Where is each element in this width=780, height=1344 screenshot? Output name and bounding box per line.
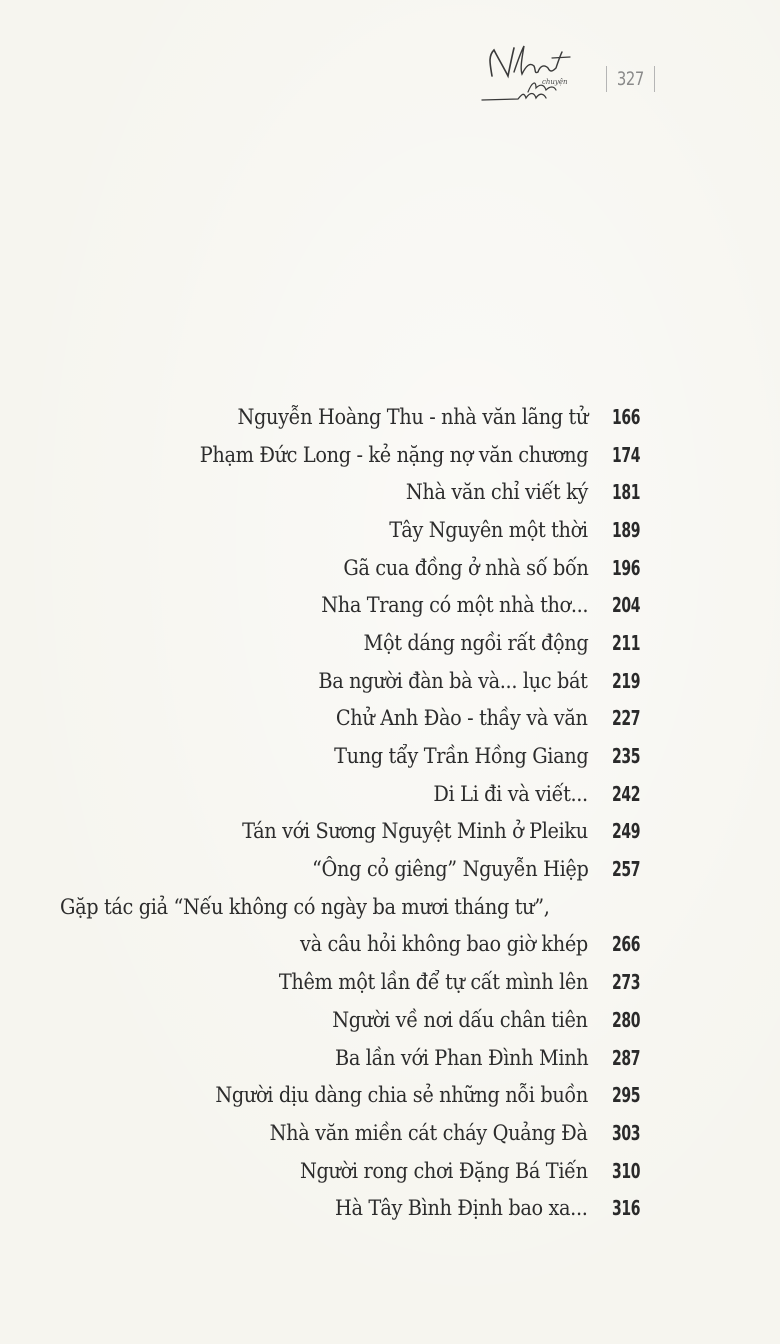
- toc-entry-title: Một dáng ngồi rất động: [363, 630, 588, 655]
- toc-entry-title: Nhà văn chỉ viết ký: [405, 480, 588, 505]
- divider-left: [606, 66, 607, 92]
- toc-entry-page: 257: [612, 857, 641, 882]
- page-number: 327: [616, 68, 644, 90]
- toc-entry: [60, 700, 680, 738]
- toc-entry-page: 174: [612, 442, 641, 467]
- toc-entry: [60, 813, 680, 851]
- toc-entry-title: Tây Nguyên một thời: [389, 517, 588, 542]
- toc-entry-page: 242: [612, 781, 641, 806]
- toc-entry-page: 227: [612, 706, 641, 731]
- toc-entry-page: 211: [612, 630, 641, 655]
- toc-entry-title: Ba người đàn bà và... lục bát: [318, 668, 588, 693]
- toc-entry-title: Chử Anh Đào - thầy và văn: [336, 706, 588, 731]
- toc-entry: [60, 436, 680, 474]
- toc-entry-page: 273: [612, 970, 641, 995]
- toc-entry-continued: [60, 888, 680, 926]
- toc-entry: [60, 926, 680, 964]
- toc-entry-title: “Ông cỏ giêng” Nguyễn Hiệp: [311, 857, 588, 882]
- toc-entry-page: 181: [612, 480, 641, 505]
- toc-entry-page: 189: [612, 517, 641, 542]
- toc-entry: [60, 662, 680, 700]
- toc-entry: [60, 775, 680, 813]
- toc-entry-title: Di Li đi và viết...: [433, 781, 588, 806]
- toc-entry-page: 249: [612, 819, 641, 844]
- toc-entry-title: Người rong chơi Đặng Bá Tiến: [300, 1158, 588, 1183]
- toc-entry-title: Nguyễn Hoàng Thu - nhà văn lãng tử: [237, 404, 588, 429]
- toc-entry: [60, 586, 680, 624]
- toc-entry-page: 303: [612, 1120, 641, 1145]
- toc-entry: [60, 511, 680, 549]
- toc-entry-page: 235: [612, 744, 641, 769]
- toc-entry: [60, 624, 680, 662]
- toc-entry: [60, 549, 680, 587]
- toc-entry-title: Gã cua đồng ở nhà số bốn: [342, 555, 588, 580]
- toc-entry-title: Tung tẩy Trần Hồng Giang: [333, 744, 588, 769]
- toc-entry: [60, 1114, 680, 1152]
- toc-entry-title: Thêm một lần để tự cất mình lên: [278, 970, 588, 995]
- toc-entry-title: và câu hỏi không bao giờ khép: [300, 932, 588, 957]
- toc-entry: [60, 1001, 680, 1039]
- toc-entry-title: Phạm Đức Long - kẻ nặng nợ văn chương: [199, 442, 588, 467]
- table-of-contents: [60, 398, 680, 1227]
- toc-entry-title: Người về nơi dấu chân tiên: [332, 1007, 588, 1032]
- toc-entry-title: Ba lần với Phan Đình Minh: [334, 1045, 588, 1070]
- toc-entry-title: Gặp tác giả “Nếu không có ngày ba mươi tháng tư”,: [60, 894, 550, 919]
- toc-entry-page: 166: [612, 404, 641, 429]
- toc-entry: [60, 473, 680, 511]
- toc-entry: [60, 963, 680, 1001]
- toc-entry-page: 266: [612, 932, 641, 957]
- divider-right: [654, 66, 655, 92]
- toc-entry-page: 219: [612, 668, 641, 693]
- toc-entry-page: 280: [612, 1007, 641, 1032]
- book-logo: [478, 42, 588, 108]
- toc-entry: [60, 737, 680, 775]
- toc-entry-page: 295: [612, 1083, 641, 1108]
- toc-entry-title: Hà Tây Bình Định bao xa...: [335, 1196, 588, 1221]
- toc-entry-page: 287: [612, 1045, 641, 1070]
- handwritten-logo-icon: [478, 42, 588, 108]
- toc-entry-title: Tán với Sương Nguyệt Minh ở Pleiku: [242, 819, 588, 844]
- toc-entry: [60, 398, 680, 436]
- page-header: [478, 42, 678, 112]
- toc-entry: [60, 1189, 680, 1227]
- toc-entry-title: Người dịu dàng chia sẻ những nỗi buồn: [215, 1083, 588, 1108]
- page-number-block: [606, 62, 655, 96]
- toc-entry: [60, 850, 680, 888]
- svg-text:chuyện: chuyện: [542, 78, 568, 86]
- toc-entry: [60, 1152, 680, 1190]
- toc-entry-page: 316: [612, 1196, 641, 1221]
- toc-entry-page: 204: [612, 593, 641, 618]
- toc-entry: [60, 1039, 680, 1077]
- toc-entry-title: Nhà văn miền cát cháy Quảng Đà: [270, 1120, 588, 1145]
- toc-entry-title: Nha Trang có một nhà thơ...: [321, 593, 588, 618]
- toc-entry-page: 196: [612, 555, 641, 580]
- toc-entry: [60, 1076, 680, 1114]
- toc-entry-page: 310: [612, 1158, 641, 1183]
